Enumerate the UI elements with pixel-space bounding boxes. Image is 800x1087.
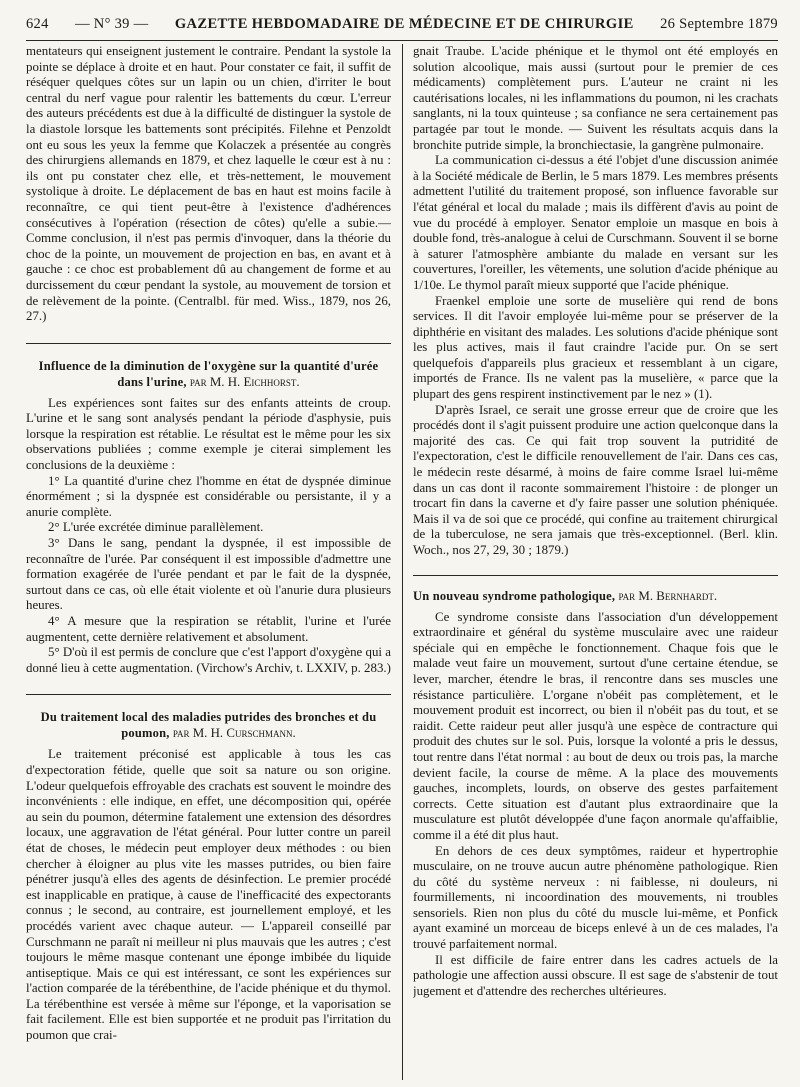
left-column — [26, 44, 391, 1080]
issue-date: 26 Septembre 1879 — [660, 15, 778, 32]
section-title: Du traitement local des maladies putrides des bronches et du poumon, — [40, 710, 377, 741]
paragraph-continued: mentateurs qui enseignent justement le contraire. Pendant la systole la pointe se déplace à droite et en haut. Pour constater ce fait, il suffit de réséquer quelques côtes sur un lapin ou un chien, d'irriter le bout central du nerf vague pour ralentir les battements du cœur. L'erreur des auteurs précédents est due à la difficulté de distinguer la systole de la diastole lorsque les battements sont précipités. Filehne et Penzoldt ont eu sous les yeux la femme que Kolaczek a présentée au congrès des chirurgiens allemands en 1879, et chez laquelle le cœur est à nu : ils ont pu constater chez elle, et très-nettement, le mouvement systolique à droite. Le déplacement de bas en haut est moins facile à reconnaître, ce qui tient peut-être à l'existence d'adhérences consécutives à l'opération (résection de côtes) qu'elle a subie.— Comme conclusion, il n'est pas permis d'invoquer, dans la théorie du choc de la pointe, un mouvement de projection en bas, en avant et à gauche : ce choc est probablement dû au changement de forme et au durcissement du cœur pendant la systole, au mouvement de torsion et de relèvement de la pointe. (Centralbl. für med. Wiss., 1879, nos 26, 27.) — [26, 44, 391, 324]
paragraph: 2° L'urée excrétée diminue parallèlement. — [48, 520, 264, 535]
paragraph: Il est difficile de faire entrer dans les cadres actuels de la pathologie une affection aussi obscure. Il est sage de s'abstenir de tout jugement et d'attendre des recherches ultérieures. — [413, 952, 778, 998]
section-rule — [26, 343, 391, 344]
paragraph: La communication ci-dessus a été l'objet d'une discussion animée à la Société médicale de Berlin, le 5 mars 1879. Les membres présents admettent l'utilité du traitement proposé, son influence favorable sur l'état général et local du malade ; mais ils diffèrent d'avis au point de vue du procédé à employer. Senator emploie un masque en bois à double fond, très-analogue à celui de Curschmann. Souvent il se borne à saturer l'atmosphère ambiante du malade en versant sur les couvertures, l'oreiller, les vêtements, une solution d'acide phénique au 1/10e. Le thymol paraît mieux supporté que l'acide phénique. — [413, 153, 778, 292]
section-rule — [26, 694, 391, 695]
section-title: Influence de la diminution de l'oxygène sur la quantité d'urée dans l'urine, — [38, 358, 379, 389]
section-heading-syndrome — [413, 588, 778, 604]
journal-title: GAZETTE HEBDOMADAIRE DE MÉDECINE ET DE CHIRURGIE — [174, 15, 634, 32]
header-rule — [26, 40, 778, 41]
column-divider — [402, 44, 403, 1080]
section-heading-oxygen — [26, 358, 391, 390]
paragraph: Ce syndrome consiste dans l'association d'un développement extraordinaire et général du système musculaire avec une raideur spéciale qui en empêche le fonctionnement. Chaque fois que le malade veut faire un mouvement, surtout d'une certaine étendue, se lever, marcher, étendre le bras, il rencontre dans ses muscles une résistance particulière. L'organe n'obéit pas complètement, et le mouvement produit est incorrect, ou bien il n'obéit pas du tout, et se raidit. Cette raideur peut aller jusqu'à une espèce de contracture qui produit des chutes sur le sol. Puis, lorsque la volonté a pris le dessus, tout rentre dans l'état normal : au bout de deux ou trois pas, la marche devient facile, la course de même. A la place des mouvements gauches, incomplets, lourds, on observe des gestes parfaitement corrects. Cette situation est d'autant plus extraordinaire que la musculature est plutôt développée d'une façon anormale qu'affaiblie, comme il a été dit plus haut. — [413, 609, 778, 842]
paragraph: Le traitement préconisé est applicable à tous les cas d'expectoration fétide, quelle que soit sa nature ou son origine. L'odeur quelquefois effroyable des crachats est souvent le moindre des inconvénients : elle indique, en effet, une décomposition qui, opérée au sein du poumon, détermine fatalement une extension des désordres locaux, une aggravation de l'état général. Pour lutter contre un pareil état de choses, le médecin peut employer deux méthodes : ou bien chercher à éloigner au plus vite les masses putrides, ou bien faire pénétrer jusqu'à elles des agents de désinfection. Le premier procédé est inapplicable en pratique, à cause de l'inefficacité des expectorants connus ; le second, au contraire, est journellement employé, et les procédés varient avec chaque auteur. — L'appareil conseillé par Curschmann ne paraît ni meilleur ni plus mauvais que les autres ; c'est toujours le même masque contenant une éponge imbibée du liquide antiseptique. Mais ce qui est intéressant, ce sont les expériences sur l'action comparée de la térébenthine, de l'acide phénique et du thymol. La térébenthine est versée à même sur l'éponge, et la vaporisation se fait facilement. Elle est bien supportée et ne produit pas l'irritation du poumon que crai- — [26, 747, 391, 1043]
section-author: par M. H. Curschmann. — [172, 726, 296, 741]
right-column — [413, 44, 778, 1080]
issue-number: — N° 39 — — [75, 15, 149, 32]
section-author: par M. Bernhardt. — [618, 588, 718, 603]
running-header — [26, 10, 778, 38]
paragraph: En dehors de ces deux symptômes, raideur et hypertrophie musculaire, on ne trouve aucun autre phénomène pathologique. Rien du côté du système nerveux : ni faiblesse, ni douleurs, ni fourmillements, ni incoordination des mouvements, ni troubles sensoriels. Rien non plus du côté du muscle lui-même, et Ponfick ayant examiné un morceau de biceps enlevé à un de ces malades, l'a trouvé parfaitement normal. — [413, 843, 778, 952]
paragraph: Fraenkel emploie une sorte de muselière qui rend de bons services. Il dit l'avoir employée lui-même pour se préserver de la diphthérie en visitant des malades. Les solutions d'acide phénique sont les plus actives, mais il faut craindre l'acide pur. On se sert quelquefois d'appareils plus gracieux et ressemblant à un cigare, importés de France. Ils ne valent pas la muselière, « parce que la plupart des gens respirent instinctivement par le nez » (1). — [413, 293, 778, 402]
section-author: par M. H. Eichhorst. — [189, 374, 300, 389]
paragraph: Les expériences sont faites sur des enfants atteints de croup. L'urine et le sang sont analysés pendant la période d'asphysie, puis lorsque la respiration est rétablie. Le résultat est le même pour les six observations publiées ; comme exemple je citerai simplement les conclusions de la deuxième : — [26, 395, 391, 473]
section-heading-bronches — [26, 709, 391, 741]
section-rule — [413, 575, 778, 576]
paragraph: 5° D'où il est permis de conclure que c'est l'apport d'oxygène qui a donné lieu à cette augmentation. (Virchow's Archiv, t. LXXIV, p. 283.) — [26, 645, 391, 675]
paragraph-continued: gnait Traube. L'acide phénique et le thymol ont été employés en solution alcoolique, mais aussi (surtout pour le premier de ces médicaments) complètement purs. L'auteur ne craint ni les cautérisations locales, ni les inflammations du poumon, ni les crachats sanglants, ni la toux quinteuse ; sa confiance ne sera certainement pas partagée par tout le monde. — Suivent les résultats acquis dans la bronchite putride simple, la bronchiectasie, la gangrène pulmonaire. — [413, 44, 778, 152]
page-number: 624 — [26, 15, 49, 32]
paragraph: 4° A mesure que la respiration se rétablit, l'urine et l'urée augmentent, cette dernière relativement et absolument. — [26, 614, 391, 644]
section-title: Un nouveau syndrome pathologique, — [413, 588, 616, 603]
paragraph: 3° Dans le sang, pendant la dyspnée, il est impossible de reconnaître de l'urée. Par conséquent il est impossible d'admettre une formation exagérée de l'urée pendant et par le fait de la dyspnée, surtout dans ce cas, où elle était violente et où l'anurie dura plusieurs heures. — [26, 536, 391, 613]
paragraph: 1° La quantité d'urine chez l'homme en état de dyspnée diminue énormément ; si la dyspnée est considérable ou persistante, il y a anurie complète. — [26, 473, 391, 519]
paragraph: D'après Israel, ce serait une grosse erreur que de croire que les procédés dont il s'agit puissent produire une action quelconque dans la majorité des cas. Ce qui fait trop souvent la putridité de l'expectoration, c'est le difficile renouvellement de l'air. Dans ces cas, le médecin reste désarmé, à moins de faire comme Israel lui-même dans un cas dont il raconte sommairement l'histoire : de plonger un trocart fin dans la caverne et d'y faire passer une solution phéniquée. Mais il va de soi que ce procédé, qui confine au traitement chirurgical de la tuberculose, ne sera jamais que très-exceptionnel. (Berl. klin. Woch., nos 27, 29, 30 ; 1879.) — [413, 402, 778, 557]
